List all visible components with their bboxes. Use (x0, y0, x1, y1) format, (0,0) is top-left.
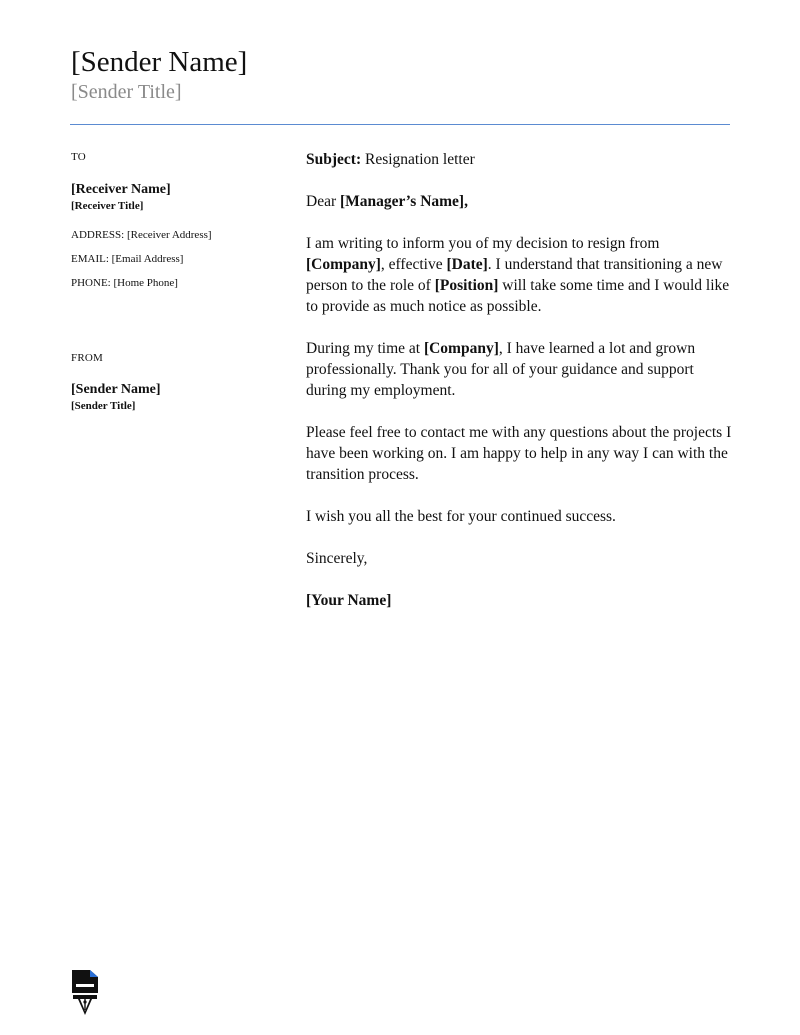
receiver-title: [Receiver Title] (71, 200, 144, 212)
your-name-text: [Your Name] (306, 592, 392, 609)
to-label: TO (71, 151, 86, 163)
p2-text-b: , I have learned a lot and grown professionally. Thank you for all of your guidance and support during my employment. (306, 340, 696, 399)
paragraph-1 (306, 233, 736, 317)
p2-text-a: During my time at (306, 340, 424, 357)
phone-value: [Home Phone] (113, 277, 178, 289)
p1-text-d: will take some time and I would like to provide as much notice as possible. (306, 277, 730, 315)
from-title: [Sender Title] (71, 400, 136, 412)
from-name: [Sender Name] (71, 382, 161, 397)
paragraph-4: I wish you all the best for your continued success. (306, 508, 616, 525)
email-value: [Email Address] (111, 253, 184, 265)
p1-text-c: . I understand that transitioning a new person to the role of (306, 256, 723, 294)
greeting-prefix: Dear (306, 193, 337, 210)
greeting (306, 191, 736, 212)
manager-name: [Manager’s Name], (340, 193, 468, 210)
email-label: EMAIL: (71, 253, 109, 265)
p1-date: [Date] (446, 256, 488, 273)
p2-company: [Company] (423, 340, 499, 357)
pen-nib-logo-icon (70, 968, 100, 1018)
paragraph-3: Please feel free to contact me with any questions about the projects I have been working on. I am happy to help in any way I can with the transition process. (306, 424, 732, 483)
address-label: ADDRESS: (71, 229, 125, 241)
sender-name: [Sender Name] (71, 46, 248, 78)
receiver-name: [Receiver Name] (71, 182, 171, 197)
paragraph-2 (306, 338, 736, 401)
p1-text-b: , effective (380, 256, 447, 273)
address-value: [Receiver Address] (126, 229, 212, 241)
sender-title: [Sender Title] (71, 81, 182, 103)
subject-line (306, 149, 736, 170)
subject-label: Subject: (306, 151, 362, 168)
phone-line (71, 276, 286, 290)
your-name (306, 590, 736, 611)
closing: Sincerely, (306, 550, 368, 567)
sidebar (71, 150, 286, 413)
from-label: FROM (71, 352, 103, 364)
letter-body (306, 149, 736, 611)
letter-header (71, 44, 247, 104)
email-line (71, 252, 286, 266)
p1-position: [Position] (434, 277, 499, 294)
subject-value: Resignation letter (364, 151, 475, 168)
address-line (71, 228, 286, 242)
phone-label: PHONE: (71, 277, 111, 289)
header-divider (70, 124, 730, 125)
p1-text-a: I am writing to inform you of my decision to resign from (306, 235, 660, 252)
p1-company: [Company] (306, 256, 381, 273)
